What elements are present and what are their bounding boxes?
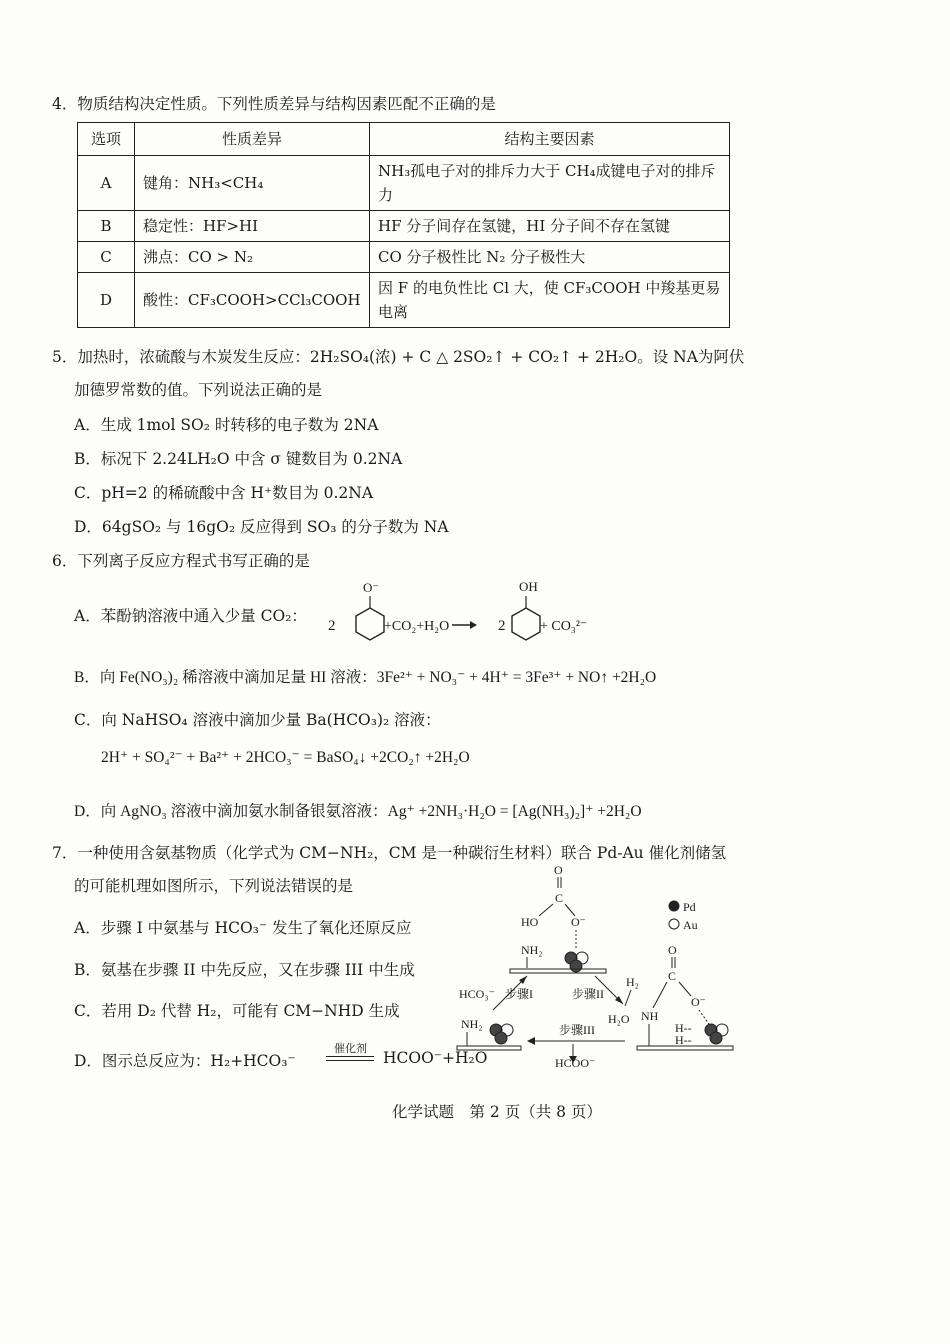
hydrogen-label: H₂ xyxy=(626,975,639,989)
q7-option-d-products: HCOO⁻+H₂O xyxy=(383,1049,488,1067)
header-option: 选项 xyxy=(78,123,135,156)
page-footer: 化学试题 第 2 页（共 8 页） xyxy=(392,1103,602,1121)
pd-atom-icon xyxy=(710,1032,722,1044)
arrow-icon xyxy=(470,621,477,629)
hydride-label: H-- xyxy=(675,1033,692,1047)
phenoxide-label: O⁻ xyxy=(363,580,380,595)
row-property: 酸性：CF₃COOH>CCl₃COOH xyxy=(135,273,370,328)
q7-stem-line2: 的可能机理如图所示，下列说法错误的是 xyxy=(74,877,354,895)
q6-option-d: D．向 AgNO₃ 溶液中滴加氨水制备银氨溶液：Ag⁺ +2NH₃·H₂O = [Ag(NH₃)₂]⁺ +2H₂O xyxy=(74,803,642,820)
q5-stem-line2: 加德罗常数的值。下列说法正确的是 xyxy=(74,381,323,399)
atom-o: O xyxy=(554,863,563,877)
q5-stem-line1: 5．加热时，浓硫酸与木炭发生反应：2H₂SO₄(浓) + C △ 2SO₂↑ + CO₂↑ + 2H₂O。设 NA为阿伏 xyxy=(52,348,745,366)
pd-atom-icon xyxy=(495,1032,507,1044)
water-label: H₂O xyxy=(608,1012,630,1026)
formate-label: HCOO⁻ xyxy=(555,1056,596,1070)
table-row xyxy=(78,156,730,211)
row-option: C xyxy=(78,242,135,273)
q6-stem: 6．下列离子反应方程式书写正确的是 xyxy=(52,552,310,570)
atom-c: C xyxy=(555,891,564,905)
q5-option-d: D．64gSO₂ 与 16gO₂ 反应得到 SO₃ 的分子数为 NA xyxy=(74,518,449,536)
coef-1: 2 xyxy=(328,618,336,634)
table-row xyxy=(78,242,730,273)
q4-table xyxy=(77,122,730,328)
q6-option-a-label: A．苯酚钠溶液中通入少量 CO₂： xyxy=(74,607,307,625)
step-3-label: 步骤III xyxy=(559,1023,595,1037)
q6-option-b: B．向 Fe(NO₃)₂ 稀溶液中滴加足量 HI 溶液：3Fe²⁺ + NO₃⁻ + 4H⁺ = 3Fe³⁺ + NO↑ +2H₂O xyxy=(74,669,657,686)
row-cause: HF 分子间存在氢键，HI 分子间不存在氢键 xyxy=(370,211,730,242)
row-cause: NH₃孤电子对的排斥力大于 CH₄成键电子对的排斥力 xyxy=(370,156,730,211)
step-2-label: 步骤II xyxy=(572,987,604,1001)
legend-au: Au xyxy=(683,918,698,932)
hydride-label: H-- xyxy=(675,1021,692,1035)
phenol-reaction-diagram xyxy=(320,574,610,646)
reactants: +CO₂+H₂O xyxy=(384,619,450,634)
q7-option-c: C．若用 D₂ 代替 H₂，可能有 CM−NHD 生成 xyxy=(74,1002,400,1020)
q6-option-c: C．向 NaHSO₄ 溶液中滴加少量 Ba(HCO₃)₂ 溶液： xyxy=(74,711,441,729)
phenol-label: OH xyxy=(519,579,538,594)
q7-option-d: D．图示总反应为：H₂+HCO₃⁻ xyxy=(74,1052,296,1070)
equals-sign xyxy=(326,1056,374,1061)
row-property: 沸点：CO > N₂ xyxy=(135,242,370,273)
q7-stem-line1: 7．一种使用含氨基物质（化学式为 CM−NH₂，CM 是一种碳衍生材料）联合 Pd-Au 催化剂储氢 xyxy=(52,844,727,862)
q5-option-c: C．pH=2 的稀硫酸中含 H⁺数目为 0.2NA xyxy=(74,484,374,502)
imine-label: NH xyxy=(641,1009,659,1023)
row-option: B xyxy=(78,211,135,242)
pd-legend-icon xyxy=(669,901,679,911)
benzene-ring-icon xyxy=(356,608,384,640)
pd-atom-icon xyxy=(570,960,582,972)
q4-stem: 4．物质结构决定性质。下列性质差异与结构因素匹配不正确的是 xyxy=(52,95,496,113)
atom-c: C xyxy=(668,969,677,983)
catalyst-label: 催化剂 xyxy=(334,1042,367,1055)
step-1-label: 步骤I xyxy=(505,987,533,1001)
benzene-ring-icon xyxy=(512,608,540,640)
atom-o: O xyxy=(668,943,677,957)
table-row xyxy=(78,273,730,328)
atom-o-minus: O⁻ xyxy=(571,915,586,929)
atom-o-minus: O⁻ xyxy=(691,995,706,1009)
row-property: 稳定性：HF>HI xyxy=(135,211,370,242)
header-cause: 结构主要因素 xyxy=(370,123,730,156)
row-option: D xyxy=(78,273,135,328)
q6-option-c-equation: 2H⁺ + SO₄²⁻ + Ba²⁺ + 2HCO₃⁻ = BaSO₄↓ +2CO₂↑ +2H₂O xyxy=(101,749,470,766)
atom-ho: HO xyxy=(521,915,539,929)
q7-option-a: A．步骤 I 中氨基与 HCO₃⁻ 发生了氧化还原反应 xyxy=(74,919,412,937)
q5-option-b: B．标况下 2.24LH₂O 中含 σ 键数目为 0.2NA xyxy=(74,450,403,468)
amine-label: NH₂ xyxy=(521,943,543,957)
row-cause: 因 F 的电负性比 Cl 大，使 CF₃COOH 中羧基更易电离 xyxy=(370,273,730,328)
bicarbonate-label: HCO₃⁻ xyxy=(459,987,495,1001)
row-property: 键角：NH₃<CH₄ xyxy=(135,156,370,211)
au-legend-icon xyxy=(669,919,679,929)
products: + CO₃²⁻ xyxy=(540,619,588,634)
row-cause: CO 分子极性比 N₂ 分子极性大 xyxy=(370,242,730,273)
q5-option-a: A．生成 1mol SO₂ 时转移的电子数为 2NA xyxy=(74,416,379,434)
table-row xyxy=(78,211,730,242)
coef-2: 2 xyxy=(498,618,506,634)
amine-label: NH₂ xyxy=(461,1017,483,1031)
header-property: 性质差异 xyxy=(135,123,370,156)
mechanism-diagram xyxy=(455,858,745,1073)
table-header-row xyxy=(78,123,730,156)
q7-option-b: B．氨基在步骤 II 中先反应，又在步骤 III 中生成 xyxy=(74,961,415,979)
row-option: A xyxy=(78,156,135,211)
legend-pd: Pd xyxy=(683,900,696,914)
